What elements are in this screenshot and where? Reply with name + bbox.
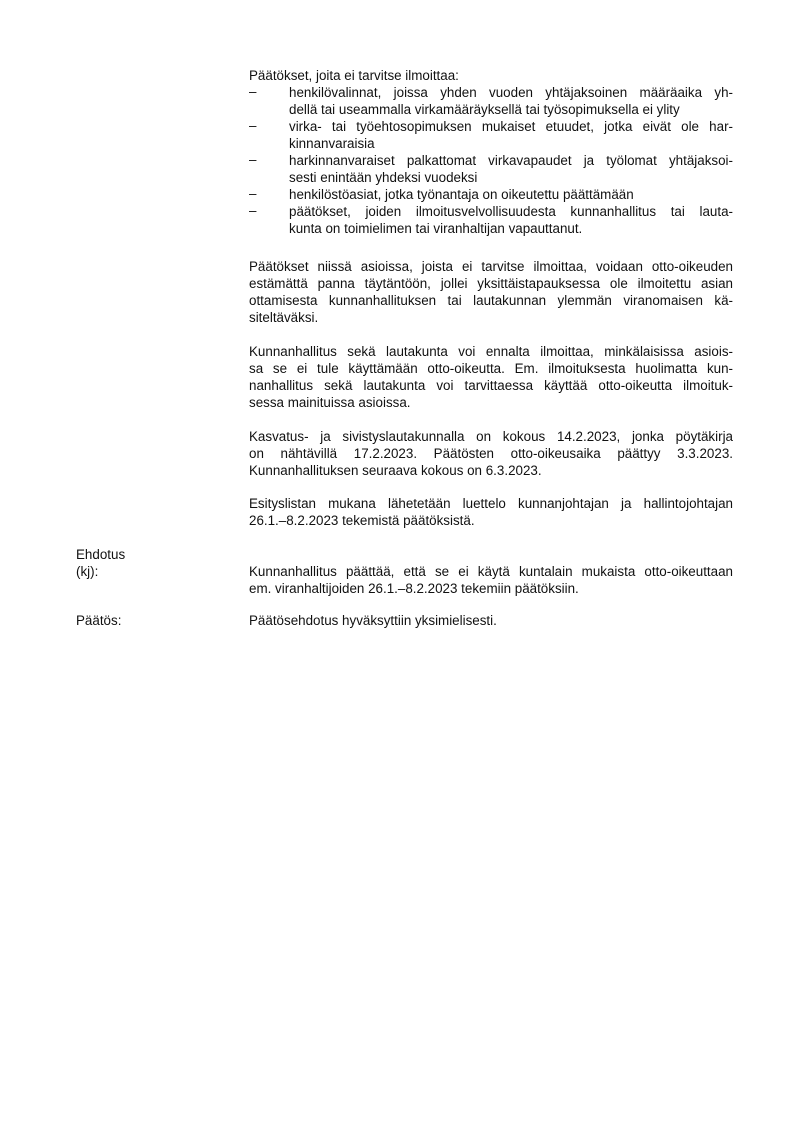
proposal-label-line: (kj): xyxy=(76,564,99,579)
paragraph-line: Kunnanhallitus sekä lautakunta voi ennalta ilmoittaa, minkälaisissa asiois- xyxy=(249,344,733,359)
paragraph-line: Esityslistan mukana lähetetään luettelo kunnanjohtajan ja hallintojohtajan xyxy=(249,496,733,511)
paragraph-advance-notice xyxy=(249,343,733,411)
list-item xyxy=(249,84,733,118)
decision-label xyxy=(76,612,236,629)
list-item-line: virka- tai työehtosopimuksen mukaiset etuudet, jotka eivät ole har- xyxy=(289,119,733,134)
paragraph-line: nanhallitus sekä lautakunta voi tarvittaessa käyttää otto-oikeutta ilmoituk- xyxy=(249,378,733,393)
paragraph-line: on nähtävillä 17.2.2023. Päätösten otto-oikeusaika päättyy 3.3.2023. xyxy=(249,446,733,461)
paragraph-line: estämättä panna täytäntöön, jollei yksittäistapauksessa ole ilmoitettu asian xyxy=(249,276,733,291)
paragraph-line: Kunnanhallituksen seuraava kokous on 6.3.2023. xyxy=(249,463,542,478)
list-item xyxy=(249,152,733,186)
proposal-line: em. viranhaltijoiden 26.1.–8.2.2023 tekemiin päätöksiin. xyxy=(249,581,579,596)
list-item-line: sesti enintään yhdeksi vuodeksi xyxy=(289,170,478,185)
bullet-dash: – xyxy=(249,152,257,167)
bullet-dash: – xyxy=(249,203,257,218)
bullet-dash: – xyxy=(249,84,257,99)
bullet-dash: – xyxy=(249,186,257,201)
proposal-label-line: Ehdotus xyxy=(76,547,126,562)
proposal-text xyxy=(249,563,733,597)
list-item-line: henkilövalinnat, joissa yhden vuoden yhtäjaksoinen määräaika yh- xyxy=(289,85,733,100)
proposal-label xyxy=(76,546,236,580)
list-item-line: kinnanvaraisia xyxy=(289,136,375,151)
list-item xyxy=(249,118,733,152)
list-item xyxy=(249,186,733,203)
list-item-line: harkinnanvaraiset palkattomat virkavapaudet ja työlomat yhtäjaksoi- xyxy=(289,153,733,168)
intro-heading: Päätökset, joita ei tarvitse ilmoittaa: xyxy=(249,68,459,83)
paragraph-line: 26.1.–8.2.2023 tekemistä päätöksistä. xyxy=(249,513,475,528)
paragraph-line: sa se ei tule käyttämään otto-oikeutta. Em. ilmoituksesta huolimatta kun- xyxy=(249,361,733,376)
list-item-line: henkilöstöasiat, jotka työnantaja on oikeutettu päättämään xyxy=(289,187,634,202)
proposal-line: Kunnanhallitus päättää, että se ei käytä kuntalain mukaista otto-oikeuttaan xyxy=(249,564,733,579)
decision-label-text: Päätös: xyxy=(76,613,122,628)
paragraph-attachment xyxy=(249,495,733,529)
paragraph-meeting-dates xyxy=(249,428,733,479)
list-item-line: päätökset, joiden ilmoitusvelvollisuudesta kunnanhallitus tai lauta- xyxy=(289,204,733,219)
bullet-list xyxy=(249,84,733,237)
bullet-dash: – xyxy=(249,118,257,133)
decision-text xyxy=(249,612,733,629)
paragraph-enforcement xyxy=(249,258,733,326)
paragraph-line: sessa mainituissa asioissa. xyxy=(249,395,411,410)
list-item-line: kunta on toimielimen tai viranhaltijan vapauttanut. xyxy=(289,221,583,236)
intro-section xyxy=(249,67,733,84)
paragraph-line: Kasvatus- ja sivistyslautakunnalla on kokous 14.2.2023, jonka pöytäkirja xyxy=(249,429,733,444)
list-item xyxy=(249,203,733,237)
paragraph-line: siteltäväksi. xyxy=(249,310,319,325)
decision-line: Päätösehdotus hyväksyttiin yksimielisesti. xyxy=(249,613,497,628)
paragraph-line: Päätökset niissä asioissa, joista ei tarvitse ilmoittaa, voidaan otto-oikeuden xyxy=(249,259,733,274)
list-item-line: dellä tai useammalla virkamääräyksellä tai työsopimuksella ei ylity xyxy=(289,102,680,117)
paragraph-line: ottamisesta kunnanhallituksen tai lautakunnan ylemmän viranomaisen kä- xyxy=(249,293,733,308)
